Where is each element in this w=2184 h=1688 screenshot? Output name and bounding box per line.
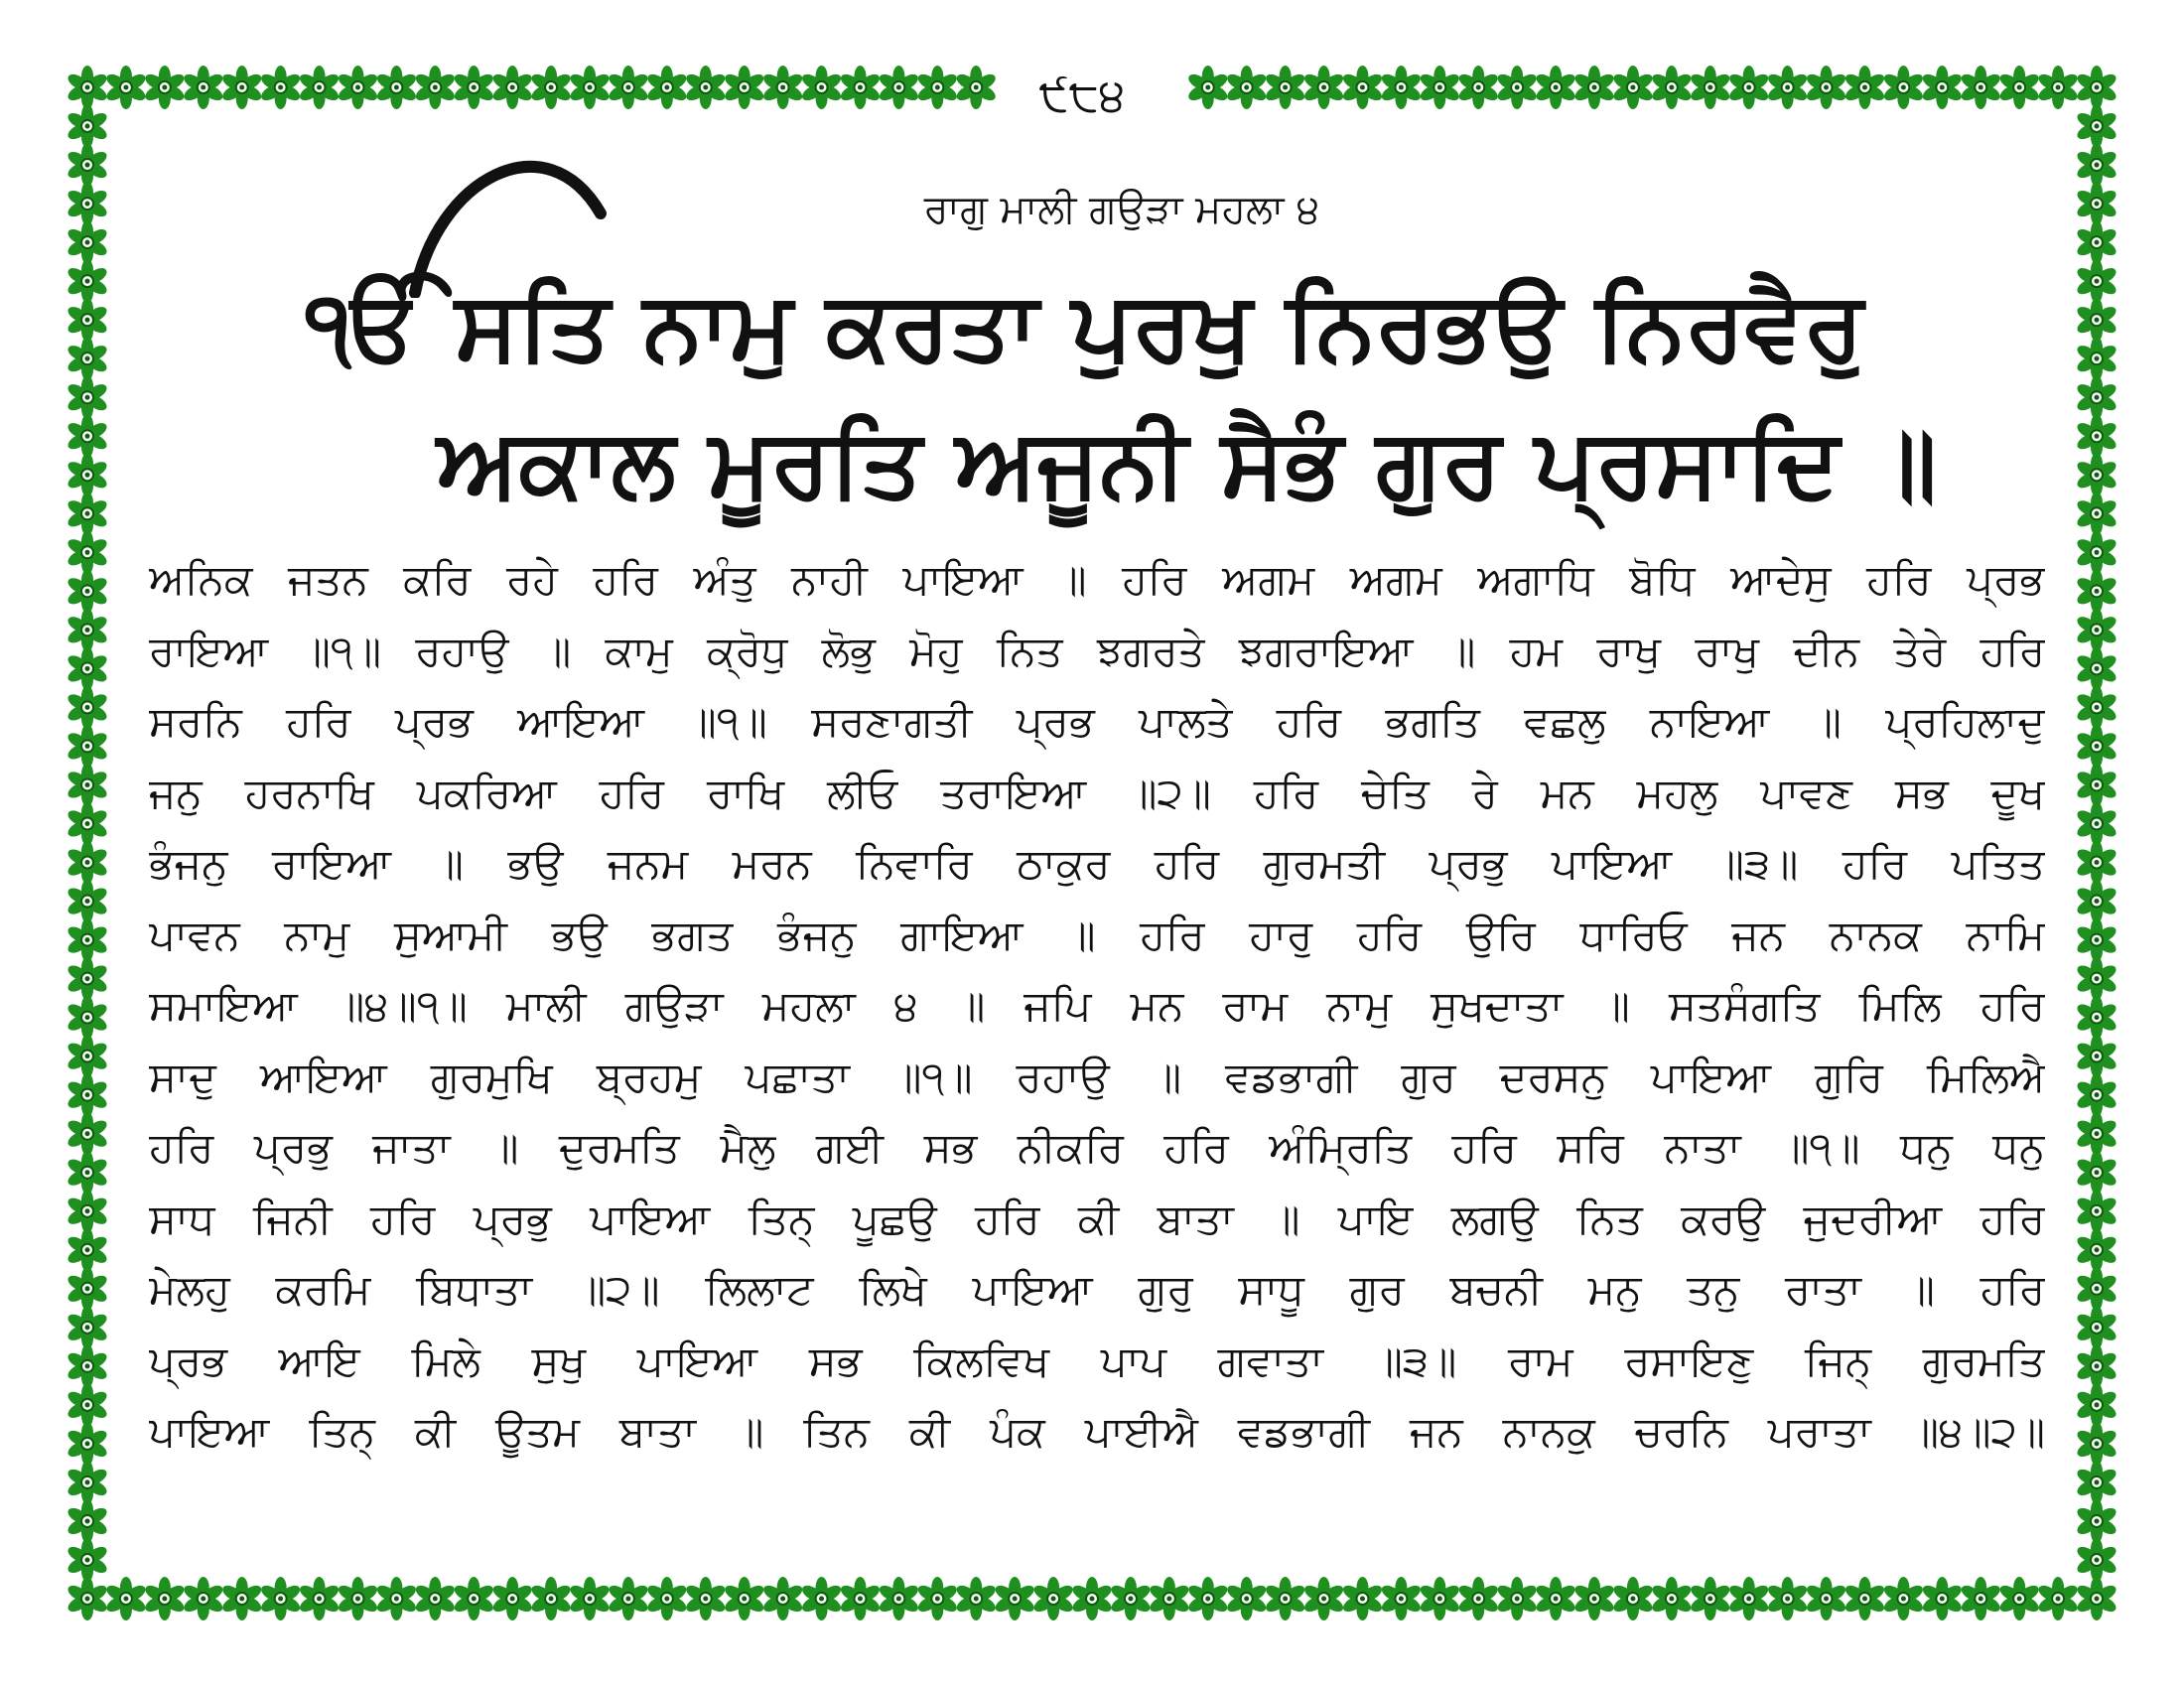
border-flower-icon (1997, 1577, 2041, 1620)
border-flower-icon (2075, 763, 2118, 806)
border-flower-icon (297, 1577, 341, 1620)
border-flower-icon (684, 1577, 728, 1620)
border-flower-icon (2075, 259, 2118, 303)
border-flower-icon (66, 1035, 109, 1078)
border-flower-icon (452, 66, 495, 109)
border-flower-icon (1881, 1577, 1925, 1620)
border-flower-icon (993, 1577, 1036, 1620)
border-flower-icon (1340, 1577, 1384, 1620)
border-flower-icon (259, 1577, 303, 1620)
border-flower-icon (1804, 66, 1847, 109)
border-flower-icon (452, 1577, 495, 1620)
verse-line: ਮੇਲਹੁ ਕਰਮਿ ਬਿਧਾਤਾ ॥੨॥ ਲਿਲਾਟ ਲਿਖੇ ਪਾਇਆ ਗੁਰੁ ਸਾਧੂ ਗੁਰ ਬਚਨੀ ਮਨੁ ਤਨੁ ਰਾਤਾ ॥ ਹਰਿ (149, 1265, 2045, 1314)
border-flower-icon (1727, 1577, 1771, 1620)
border-flower-icon (1031, 1577, 1075, 1620)
verse-line: ਪ੍ਰਭ ਆਇ ਮਿਲੇ ਸੁਖੁ ਪਾਇਆ ਸਭ ਕਿਲਵਿਖ ਪਾਪ ਗਵਾਤਾ ॥੩॥ ਰਾਮ ਰਸਾਇਣੁ ਜਿਨ੍ ਗੁਰਮਤਿ (149, 1336, 2045, 1385)
border-flower-icon (413, 1577, 457, 1620)
border-flower-icon (66, 1151, 109, 1195)
border-flower-icon (1225, 1577, 1269, 1620)
border-flower-icon (1495, 1577, 1539, 1620)
border-flower-icon (1456, 66, 1500, 109)
border-flower-icon (1186, 66, 1230, 109)
verse-line: ਰਾਇਆ ॥੧॥ ਰਹਾਉ ॥ ਕਾਮੁ ਕ੍ਰੋਧੁ ਲੋਭੁ ਮੋਹੁ ਨਿਤ ਝਗਰਤੇ ਝਗਰਾਇਆ ॥ ਹਮ ਰਾਖੁ ਰਾਖੁ ਦੀਨ ਤੇਰੇ ਹਰਿ (149, 626, 2045, 675)
border-flower-icon (66, 1306, 109, 1349)
border-flower-icon (1997, 66, 2041, 109)
border-flower-icon (66, 492, 109, 535)
border-flower-icon (1920, 66, 1964, 109)
border-flower-icon (2075, 143, 2118, 187)
border-flower-icon (723, 1577, 766, 1620)
border-flower-icon (1186, 1577, 1230, 1620)
border-flower-icon (2075, 646, 2118, 690)
border-flower-icon (2075, 492, 2118, 535)
border-flower-icon (66, 763, 109, 806)
border-flower-icon (1418, 66, 1461, 109)
border-flower-icon (66, 1344, 109, 1388)
verse-line: ਪਾਵਨ ਨਾਮੁ ਸੁਆਮੀ ਭਉ ਭਗਤ ਭੰਜਨੁ ਗਾਇਆ ॥ ਹਰਿ ਹਾਰੁ ਹਰਿ ਉਰਿ ਧਾਰਿਓ ਜਨ ਨਾਨਕ ਨਾਮਿ (149, 910, 2045, 959)
border-flower-icon (684, 66, 728, 109)
border-flower-icon (1650, 66, 1694, 109)
border-flower-icon (1611, 66, 1655, 109)
border-flower-icon (529, 66, 573, 109)
border-flower-icon (2036, 66, 2080, 109)
border-flower-icon (66, 646, 109, 690)
border-flower-icon (2075, 569, 2118, 613)
border-flower-icon (799, 66, 843, 109)
border-flower-icon (1766, 66, 1810, 109)
border-flower-icon (2075, 918, 2118, 962)
border-flower-icon (2075, 841, 2118, 885)
border-flower-icon (1572, 1577, 1616, 1620)
border-flower-icon (2075, 996, 2118, 1040)
border-flower-icon (66, 1228, 109, 1272)
border-flower-icon (1070, 1577, 1114, 1620)
border-flower-icon (2075, 1461, 2118, 1504)
border-flower-icon (2075, 1112, 2118, 1156)
border-flower-icon (182, 1577, 225, 1620)
border-flower-icon (259, 66, 303, 109)
border-flower-icon (2075, 298, 2118, 342)
border-flower-icon (645, 66, 689, 109)
border-flower-icon (66, 996, 109, 1040)
mool-mantar-line-2: ਅਕਾਲ ਮੂਰਤਿ ਅਜੂਨੀ ਸੈਭੰ ਗੁਰ ਪ੍ਰਸਾਦਿ ॥ (437, 407, 1938, 518)
border-flower-icon (66, 1073, 109, 1117)
border-flower-icon (66, 298, 109, 342)
border-flower-icon (2075, 1383, 2118, 1427)
border-flower-icon (2075, 1499, 2118, 1543)
border-flower-icon (1301, 66, 1345, 109)
border-flower-icon (2075, 1344, 2118, 1388)
verse-line: ਅਨਿਕ ਜਤਨ ਕਰਿ ਰਹੇ ਹਰਿ ਅੰਤੁ ਨਾਹੀ ਪਾਇਆ ॥ ਹਰਿ ਅਗਮ ਅਗਮ ਅਗਾਧਿ ਬੋਧਿ ਆਦੇਸੁ ਹਰਿ ਪ੍ਰਭ (149, 555, 2045, 604)
border-flower-icon (66, 453, 109, 496)
verse-line: ਪਾਇਆ ਤਿਨ੍ ਕੀ ਊਤਮ ਬਾਤਾ ॥ ਤਿਨ ਕੀ ਪੰਕ ਪਾਈਐ ਵਡਭਾਗੀ ਜਨ ਨਾਨਕੁ ਚਰਨਿ ਪਰਾਤਾ ॥੪॥੨॥ (149, 1407, 2045, 1456)
border-flower-icon (66, 569, 109, 613)
border-flower-icon (490, 1577, 534, 1620)
border-flower-icon (1495, 66, 1539, 109)
border-flower-icon (1148, 1577, 1191, 1620)
border-flower-icon (66, 957, 109, 1001)
border-flower-icon (182, 66, 225, 109)
border-flower-icon (374, 1577, 418, 1620)
border-flower-icon (1611, 1577, 1655, 1620)
border-flower-icon (66, 414, 109, 458)
border-flower-icon (1418, 1577, 1461, 1620)
border-flower-icon (2075, 414, 2118, 458)
border-flower-icon (66, 337, 109, 380)
border-flower-icon (66, 375, 109, 419)
border-flower-icon (607, 66, 650, 109)
border-flower-icon (297, 66, 341, 109)
border-flower-icon (220, 66, 264, 109)
border-flower-icon (761, 1577, 805, 1620)
border-flower-icon (66, 918, 109, 962)
border-flower-icon (1881, 66, 1925, 109)
border-flower-icon (66, 1190, 109, 1233)
border-flower-icon (2075, 724, 2118, 768)
border-flower-icon (1379, 1577, 1423, 1620)
border-flower-icon (1843, 1577, 1886, 1620)
border-flower-icon (336, 66, 379, 109)
border-flower-icon (2036, 1577, 2080, 1620)
verse-line: ਸਾਧ ਜਿਨੀ ਹਰਿ ਪ੍ਰਭੁ ਪਾਇਆ ਤਿਨ੍ ਪੂਛਉ ਹਰਿ ਕੀ ਬਾਤਾ ॥ ਪਾਇ ਲਗਉ ਨਿਤ ਕਰਉ ਜੁਦਰੀਆ ਹਰਿ (149, 1194, 2045, 1243)
border-flower-icon (607, 1577, 650, 1620)
border-flower-icon (1689, 1577, 1732, 1620)
border-flower-icon (490, 66, 534, 109)
shabad-text (149, 544, 2045, 1468)
border-flower-icon (66, 1461, 109, 1504)
border-flower-icon (2075, 1577, 2118, 1620)
border-flower-icon (1456, 1577, 1500, 1620)
border-flower-icon (1650, 1577, 1694, 1620)
border-flower-icon (2075, 1306, 2118, 1349)
border-flower-icon (568, 66, 612, 109)
border-flower-icon (1109, 1577, 1153, 1620)
border-flower-icon (66, 66, 109, 109)
border-flower-icon (1301, 1577, 1345, 1620)
border-flower-icon (1766, 1577, 1810, 1620)
border-flower-icon (1379, 66, 1423, 109)
border-flower-icon (529, 1577, 573, 1620)
border-flower-icon (2075, 1538, 2118, 1582)
border-flower-icon (2075, 1228, 2118, 1272)
border-flower-icon (2075, 337, 2118, 380)
border-flower-icon (66, 1577, 109, 1620)
border-flower-icon (2075, 453, 2118, 496)
border-flower-icon (838, 66, 882, 109)
border-flower-icon (1264, 66, 1307, 109)
border-flower-icon (915, 1577, 959, 1620)
verse-line: ਹਰਿ ਪ੍ਰਭੁ ਜਾਤਾ ॥ ਦੁਰਮਤਿ ਮੈਲੁ ਗਈ ਸਭ ਨੀਕਰਿ ਹਰਿ ਅੰਮ੍ਰਿਤਿ ਹਰਿ ਸਰਿ ਨਾਤਾ ॥੧॥ ਧਨੁ ਧਨੁ (149, 1123, 2045, 1172)
border-flower-icon (104, 66, 148, 109)
border-flower-icon (220, 1577, 264, 1620)
border-flower-icon (2075, 1422, 2118, 1466)
border-flower-icon (2075, 608, 2118, 651)
border-flower-icon (1959, 66, 2002, 109)
border-flower-icon (2075, 1073, 2118, 1117)
border-flower-icon (1534, 1577, 1577, 1620)
verse-line: ਜਨੁ ਹਰਨਾਖਿ ਪਕਰਿਆ ਹਰਿ ਰਾਖਿ ਲੀਓ ਤਰਾਇਆ ॥੨॥ ਹਰਿ ਚੇਤਿ ਰੇ ਮਨ ਮਹਲੁ ਪਾਵਣ ਸਭ ਦੂਖ (149, 768, 2045, 817)
border-flower-icon (66, 143, 109, 187)
border-flower-icon (2075, 1035, 2118, 1078)
border-flower-icon (1572, 66, 1616, 109)
border-flower-icon (2075, 801, 2118, 845)
verse-line: ਭੰਜਨੁ ਰਾਇਆ ॥ ਭਉ ਜਨਮ ਮਰਨ ਨਿਵਾਰਿ ਠਾਕੁਰ ਹਰਿ ਗੁਰਮਤੀ ਪ੍ਰਭੁ ਪਾਇਆ ॥੩॥ ਹਰਿ ਪਤਿਤ (149, 839, 2045, 888)
verse-line: ਸਰਨਿ ਹਰਿ ਪ੍ਰਭ ਆਇਆ ॥੧॥ ਸਰਣਾਗਤੀ ਪ੍ਰਭ ਪਾਲਤੇ ਹਰਿ ਭਗਤਿ ਵਛਲੁ ਨਾਇਆ ॥ ਪ੍ਰਹਿਲਾਦੁ (149, 697, 2045, 746)
border-flower-icon (838, 1577, 882, 1620)
mool-mantar-line-1: ੴ ਸਤਿ ਨਾਮੁ ਕਰਤਾ ਪੁਰਖੁ ਨਿਰਭਉ ਨਿਰਵੈਰੁ (306, 270, 1864, 381)
border-flower-icon (2075, 104, 2118, 148)
border-flower-icon (374, 66, 418, 109)
border-flower-icon (66, 724, 109, 768)
border-flower-icon (723, 66, 766, 109)
border-flower-icon (1225, 66, 1269, 109)
border-flower-icon (2075, 880, 2118, 923)
border-flower-icon (2075, 530, 2118, 574)
border-flower-icon (66, 259, 109, 303)
border-flower-icon (413, 66, 457, 109)
border-flower-icon (1534, 66, 1577, 109)
border-flower-icon (66, 530, 109, 574)
border-flower-icon (1804, 1577, 1847, 1620)
border-flower-icon (66, 1499, 109, 1543)
border-flower-icon (1843, 66, 1886, 109)
border-flower-icon (1959, 1577, 2002, 1620)
border-flower-icon (877, 1577, 920, 1620)
border-flower-icon (954, 1577, 998, 1620)
border-flower-icon (2075, 1267, 2118, 1311)
border-flower-icon (2075, 957, 2118, 1001)
border-flower-icon (336, 1577, 379, 1620)
border-flower-icon (954, 66, 998, 109)
border-flower-icon (104, 1577, 148, 1620)
border-flower-icon (915, 66, 959, 109)
border-flower-icon (2075, 375, 2118, 419)
border-flower-icon (66, 1267, 109, 1311)
border-flower-icon (66, 1112, 109, 1156)
border-flower-icon (66, 608, 109, 651)
border-flower-icon (66, 1383, 109, 1427)
border-flower-icon (568, 1577, 612, 1620)
border-flower-icon (799, 1577, 843, 1620)
border-flower-icon (1264, 1577, 1307, 1620)
border-flower-icon (2075, 685, 2118, 729)
border-flower-icon (1340, 66, 1384, 109)
raag-heading: ਰਾਗੁ ਮਾਲੀ ਗਉੜਾ ਮਹਲਾ ੪ (923, 187, 1320, 232)
border-flower-icon (2075, 1190, 2118, 1233)
border-flower-icon (2075, 1151, 2118, 1195)
border-flower-icon (877, 66, 920, 109)
verse-line: ਸਮਾਇਆ ॥੪॥੧॥ ਮਾਲੀ ਗਉੜਾ ਮਹਲਾ ੪ ॥ ਜਪਿ ਮਨ ਰਾਮ ਨਾਮੁ ਸੁਖਦਾਤਾ ॥ ਸਤਸੰਗਤਿ ਮਿਲਿ ਹਰਿ (149, 981, 2045, 1030)
border-flower-icon (66, 841, 109, 885)
border-flower-icon (66, 880, 109, 923)
page-number: ੯੮੪ (1003, 60, 1161, 129)
border-flower-icon (66, 1422, 109, 1466)
border-flower-icon (66, 104, 109, 148)
border-flower-icon (143, 1577, 187, 1620)
border-flower-icon (1920, 1577, 1964, 1620)
border-flower-icon (66, 685, 109, 729)
border-flower-icon (2075, 66, 2118, 109)
border-flower-icon (66, 801, 109, 845)
verse-line: ਸਾਦੁ ਆਇਆ ਗੁਰਮੁਖਿ ਬ੍ਰਹਮੁ ਪਛਾਤਾ ॥੧॥ ਰਹਾਉ ॥ ਵਡਭਾਗੀ ਗੁਰ ਦਰਸਨੁ ਪਾਇਆ ਗੁਰਿ ਮਿਲਿਐ (149, 1052, 2045, 1101)
border-flower-icon (645, 1577, 689, 1620)
border-flower-icon (1689, 66, 1732, 109)
border-flower-icon (761, 66, 805, 109)
border-flower-icon (143, 66, 187, 109)
border-flower-icon (1727, 66, 1771, 109)
border-flower-icon (66, 1538, 109, 1582)
